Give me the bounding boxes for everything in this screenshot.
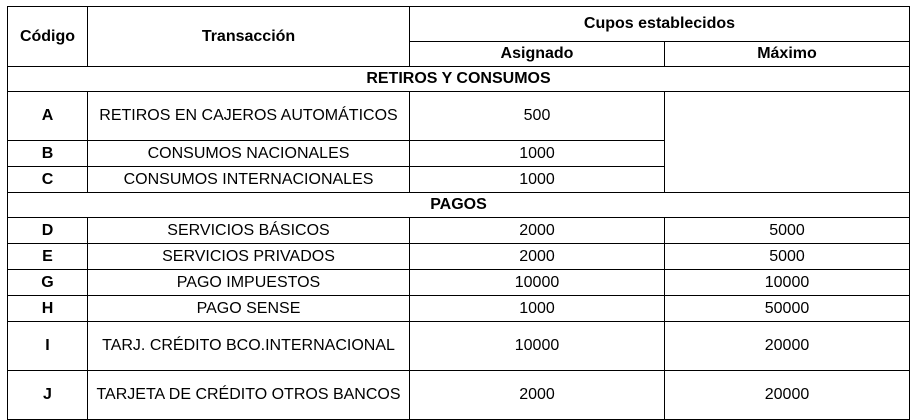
row-assigned: 10000 bbox=[410, 322, 665, 371]
row-transaction: SERVICIOS PRIVADOS bbox=[88, 244, 410, 270]
maximum-header: Máximo bbox=[665, 42, 910, 67]
row-maximum: 5000 bbox=[665, 244, 910, 270]
header-row bbox=[8, 7, 910, 42]
row-maximum-empty bbox=[665, 92, 910, 193]
table-row bbox=[8, 371, 910, 420]
row-code: C bbox=[8, 167, 88, 193]
row-code: E bbox=[8, 244, 88, 270]
row-transaction: TARJ. CRÉDITO BCO.INTERNACIONAL bbox=[88, 322, 410, 371]
table-row bbox=[8, 322, 910, 371]
section-title-withdrawals: RETIROS Y CONSUMOS bbox=[8, 67, 910, 92]
table-row bbox=[8, 92, 910, 141]
table-row bbox=[8, 244, 910, 270]
row-assigned: 500 bbox=[410, 92, 665, 141]
row-transaction: CONSUMOS NACIONALES bbox=[88, 141, 410, 167]
row-maximum: 20000 bbox=[665, 371, 910, 420]
row-assigned: 2000 bbox=[410, 218, 665, 244]
row-assigned: 10000 bbox=[410, 270, 665, 296]
row-code: J bbox=[8, 371, 88, 420]
row-assigned: 1000 bbox=[410, 296, 665, 322]
row-transaction: PAGO IMPUESTOS bbox=[88, 270, 410, 296]
table-row bbox=[8, 296, 910, 322]
assigned-header: Asignado bbox=[410, 42, 665, 67]
transaction-header: Transacción bbox=[88, 7, 410, 67]
row-code: G bbox=[8, 270, 88, 296]
row-assigned: 2000 bbox=[410, 371, 665, 420]
table-row bbox=[8, 270, 910, 296]
code-header: Código bbox=[8, 7, 88, 67]
row-transaction: TARJETA DE CRÉDITO OTROS BANCOS bbox=[88, 371, 410, 420]
limits-header: Cupos establecidos bbox=[410, 7, 910, 42]
row-transaction: SERVICIOS BÁSICOS bbox=[88, 218, 410, 244]
row-code: A bbox=[8, 92, 88, 141]
row-transaction: CONSUMOS INTERNACIONALES bbox=[88, 167, 410, 193]
row-code: I bbox=[8, 322, 88, 371]
transaction-limits-table bbox=[7, 6, 910, 420]
row-code: D bbox=[8, 218, 88, 244]
row-maximum: 10000 bbox=[665, 270, 910, 296]
row-assigned: 1000 bbox=[410, 141, 665, 167]
row-code: B bbox=[8, 141, 88, 167]
row-assigned: 1000 bbox=[410, 167, 665, 193]
row-code: H bbox=[8, 296, 88, 322]
row-transaction: PAGO SENSE bbox=[88, 296, 410, 322]
table-row bbox=[8, 218, 910, 244]
row-transaction: RETIROS EN CAJEROS AUTOMÁTICOS bbox=[88, 92, 410, 141]
row-maximum: 20000 bbox=[665, 322, 910, 371]
section-row-withdrawals bbox=[8, 67, 910, 92]
section-row-payments bbox=[8, 193, 910, 218]
row-maximum: 5000 bbox=[665, 218, 910, 244]
row-maximum: 50000 bbox=[665, 296, 910, 322]
row-assigned: 2000 bbox=[410, 244, 665, 270]
section-title-payments: PAGOS bbox=[8, 193, 910, 218]
